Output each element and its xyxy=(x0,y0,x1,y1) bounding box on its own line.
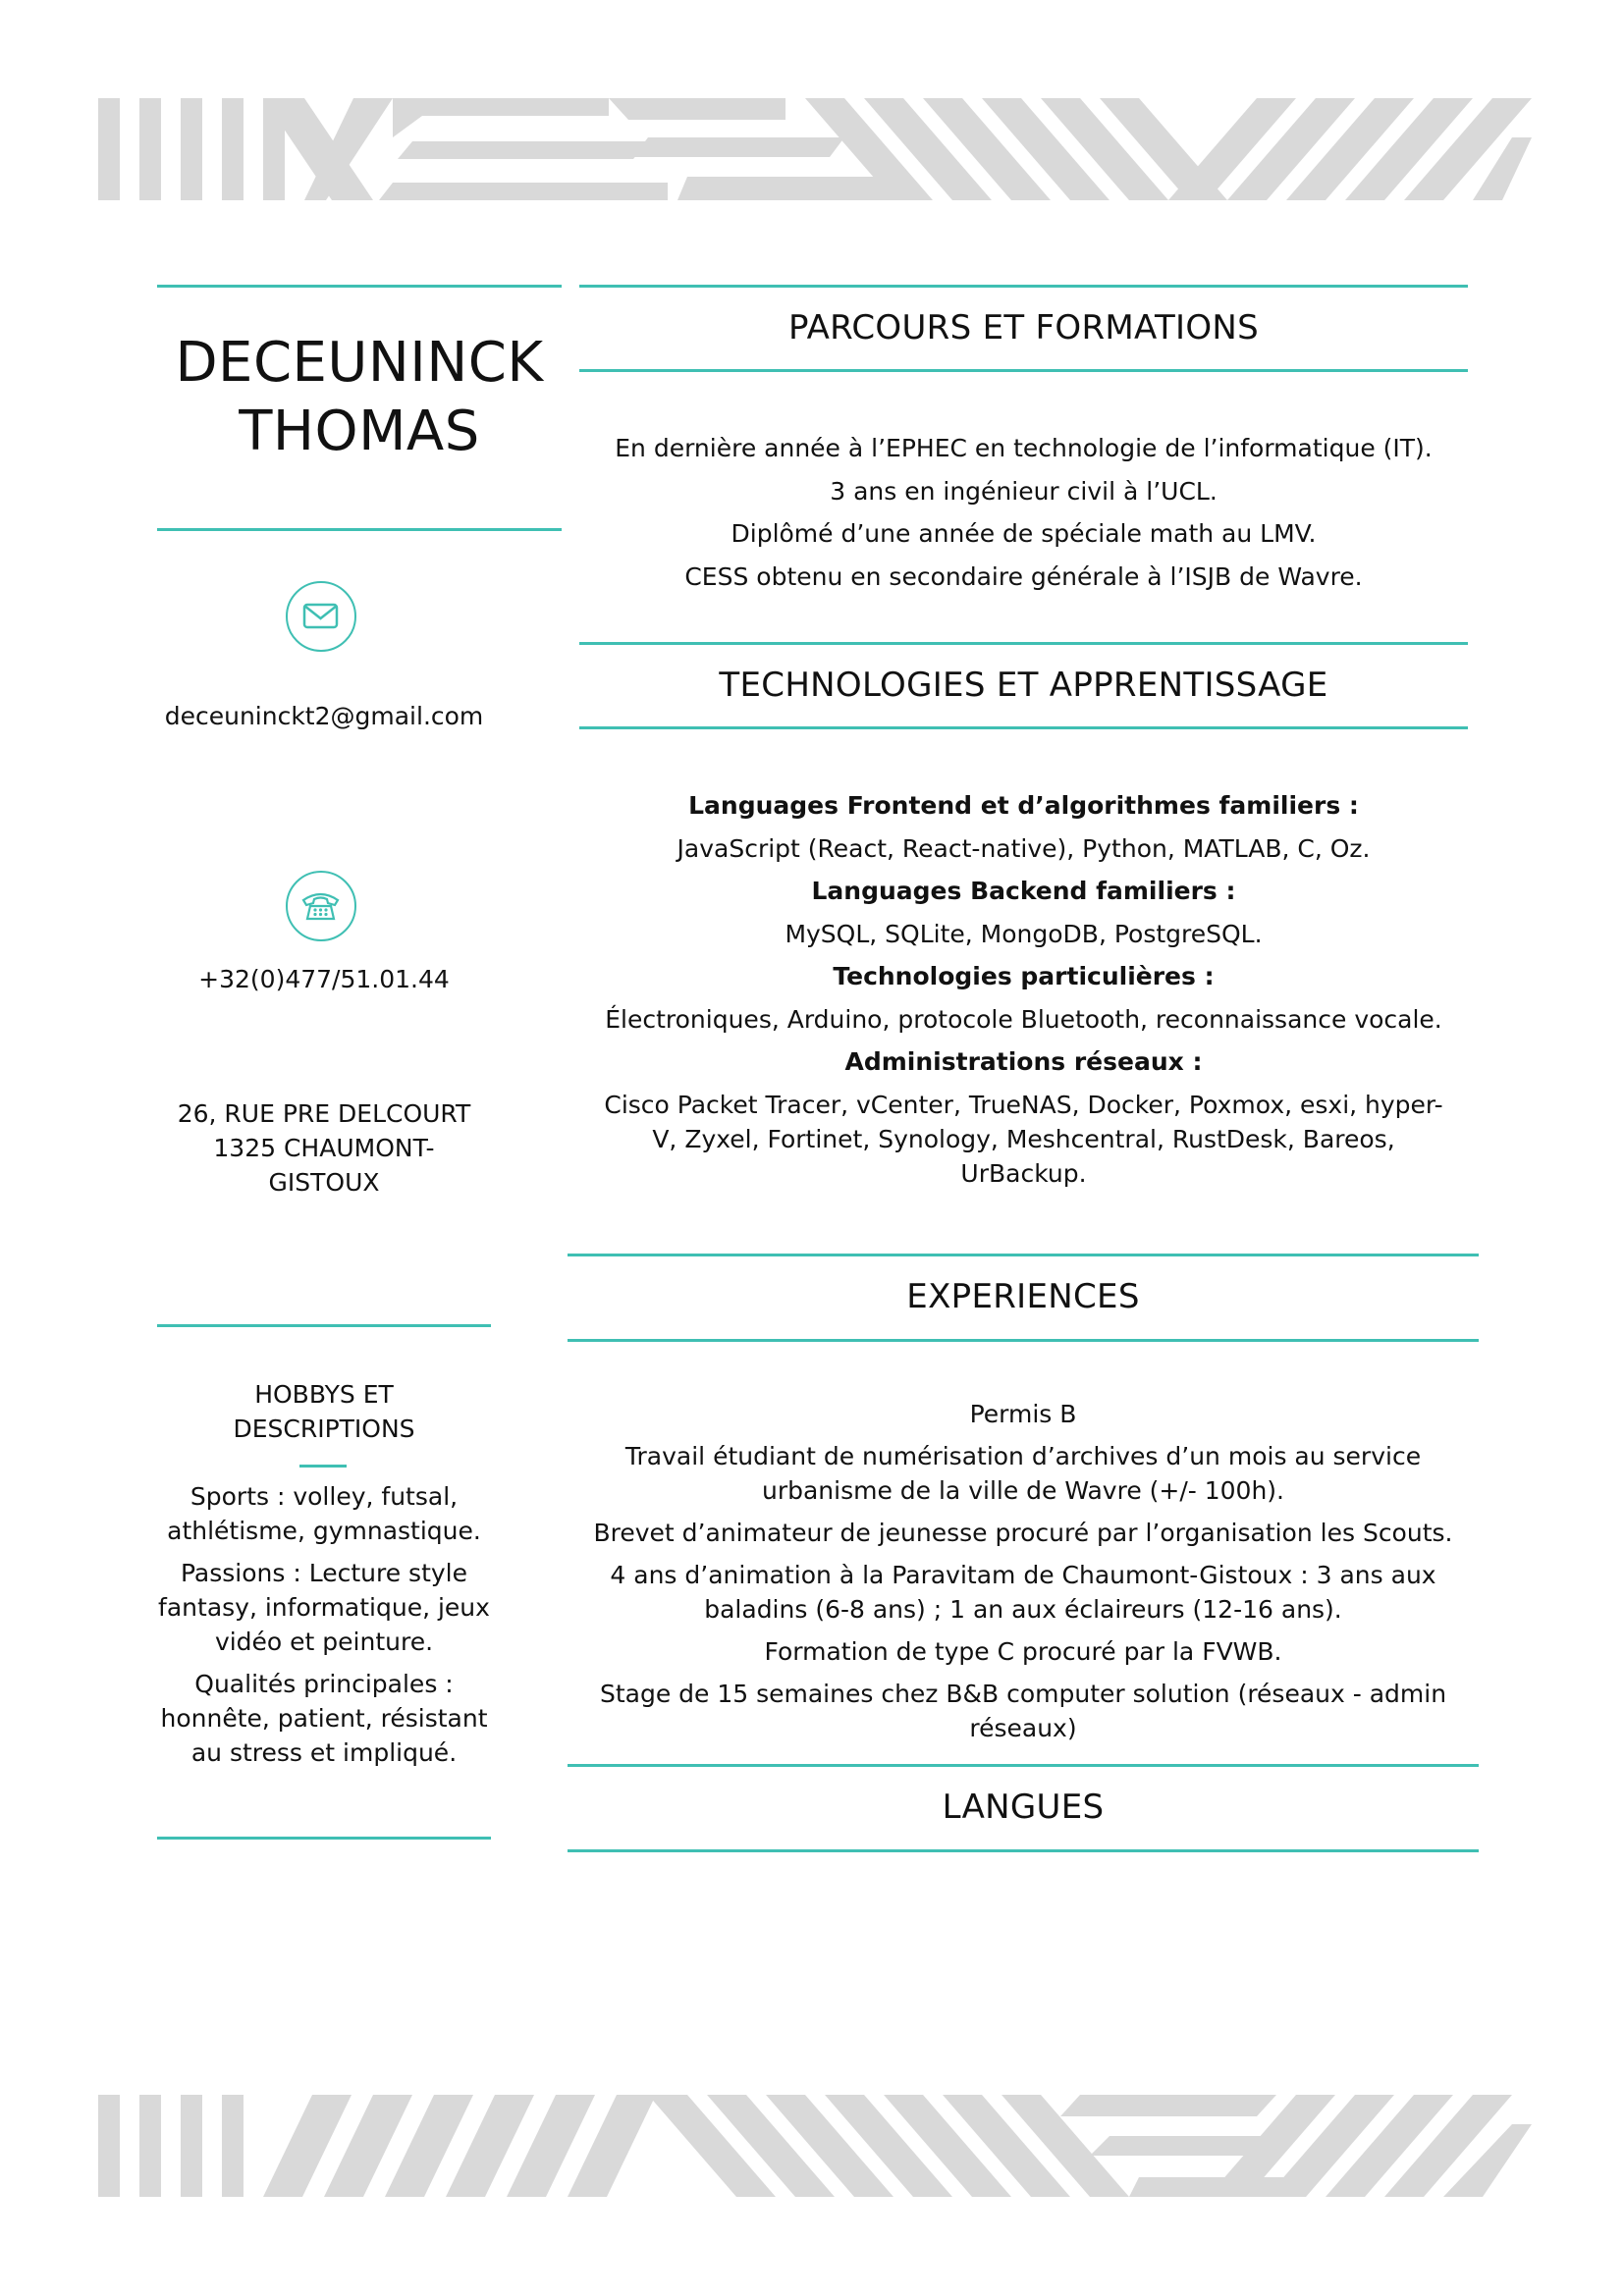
experience-item: Stage de 15 semaines chez B&B computer solution (réseaux - admin réseaux) xyxy=(599,1680,1447,1742)
backend-label: Languages Backend familiers : xyxy=(811,877,1236,905)
admin-label: Administrations réseaux : xyxy=(844,1047,1203,1076)
parcours-list xyxy=(579,427,1468,598)
hobbies-title-line-1: HOBBYS ET xyxy=(254,1380,394,1409)
envelope-icon xyxy=(286,581,356,652)
name-bottom-rule xyxy=(157,528,562,531)
address-line-2: 1325 CHAUMONT- xyxy=(213,1134,435,1162)
technologies-section-title: TECHNOLOGIES ET APPRENTISSAGE xyxy=(719,666,1328,705)
parcours-section-title: PARCOURS ET FORMATIONS xyxy=(787,308,1260,347)
hobby-passions: Passions : Lecture style fantasy, informatique, jeux vidéo et peinture. xyxy=(158,1559,490,1656)
experience-item: Formation de type C procuré par la FVWB. xyxy=(764,1637,1282,1666)
experience-item: Travail étudiant de numérisation d’archives d’un mois au service urbanisme de la ville de Wavre (+/- 100h). xyxy=(624,1442,1422,1505)
experience-item: 4 ans d’animation à la Paravitam de Chaumont-Gistoux : 3 ans aux baladins (6-8 ans) ; 1 an aux éclaireurs (12-16 ans). xyxy=(610,1561,1436,1624)
address-line-1: 26, RUE PRE DELCOURT xyxy=(177,1099,471,1128)
parcours-line: Diplômé d’une année de spéciale math au LMV. xyxy=(731,519,1317,548)
postal-address xyxy=(157,1096,491,1200)
hobbies-title xyxy=(157,1377,491,1446)
admin-value: Cisco Packet Tracer, vCenter, TrueNAS, Docker, Poxmox, esxi, hyper-V, Zyxel, Fortinet, Synology, Meshcentral, RustDesk, Bareos, UrBackup. xyxy=(604,1090,1443,1188)
parcours-top-rule xyxy=(579,285,1468,288)
phone-icon xyxy=(286,871,356,941)
name-top-rule xyxy=(157,285,562,288)
particular-label: Technologies particulières : xyxy=(833,962,1215,990)
experience-item: Permis B xyxy=(969,1400,1077,1428)
hobbies-title-line-2: DESCRIPTIONS xyxy=(233,1415,415,1443)
hobby-sports: Sports : volley, futsal, athlétisme, gymnastique. xyxy=(167,1482,481,1545)
langues-section-title: LANGUES xyxy=(942,1788,1105,1827)
experiences-section-title: EXPERIENCES xyxy=(906,1277,1140,1316)
langues-top-rule xyxy=(568,1764,1479,1767)
name-line-1: DECEUNINCK xyxy=(175,331,544,395)
candidate-name xyxy=(157,329,562,466)
langues-bottom-rule xyxy=(568,1849,1479,1852)
technologies-list xyxy=(579,784,1468,1191)
experiences-bottom-rule xyxy=(568,1339,1479,1342)
parcours-line: CESS obtenu en secondaire générale à l’ISJB de Wavre. xyxy=(684,561,1363,591)
bottom-decorative-banner xyxy=(98,2095,1532,2197)
frontend-value: JavaScript (React, React-native), Python, MATLAB, C, Oz. xyxy=(677,833,1371,863)
hobbies-bottom-rule xyxy=(157,1837,491,1840)
parcours-line: En dernière année à l’EPHEC en technologie de l’informatique (IT). xyxy=(615,434,1433,462)
technologies-top-rule xyxy=(579,642,1468,645)
parcours-line: 3 ans en ingénieur civil à l’UCL. xyxy=(830,476,1218,506)
email-address: deceuninckt2@gmail.com xyxy=(164,702,484,730)
hobbies-top-rule xyxy=(157,1324,491,1327)
name-line-2: THOMAS xyxy=(239,400,480,463)
experiences-list xyxy=(568,1397,1479,1753)
top-decorative-banner xyxy=(98,98,1532,200)
address-line-3: GISTOUX xyxy=(268,1168,380,1197)
technologies-bottom-rule xyxy=(579,726,1468,729)
experience-item: Brevet d’animateur de jeunesse procuré par l’organisation les Scouts. xyxy=(593,1519,1453,1547)
hobby-qualities: Qualités principales : honnête, patient, résistant au stress et impliqué. xyxy=(160,1670,488,1767)
frontend-label: Languages Frontend et d’algorithmes familiers : xyxy=(688,791,1359,820)
hobbies-list xyxy=(152,1479,496,1778)
experiences-top-rule xyxy=(568,1254,1479,1256)
backend-value: MySQL, SQLite, MongoDB, PostgreSQL. xyxy=(785,919,1263,948)
particular-value: Électroniques, Arduino, protocole Bluetooth, reconnaissance vocale. xyxy=(605,1004,1442,1034)
phone-number: +32(0)477/51.01.44 xyxy=(198,965,450,993)
parcours-bottom-rule xyxy=(579,369,1468,372)
hobbies-title-underline xyxy=(299,1465,347,1468)
